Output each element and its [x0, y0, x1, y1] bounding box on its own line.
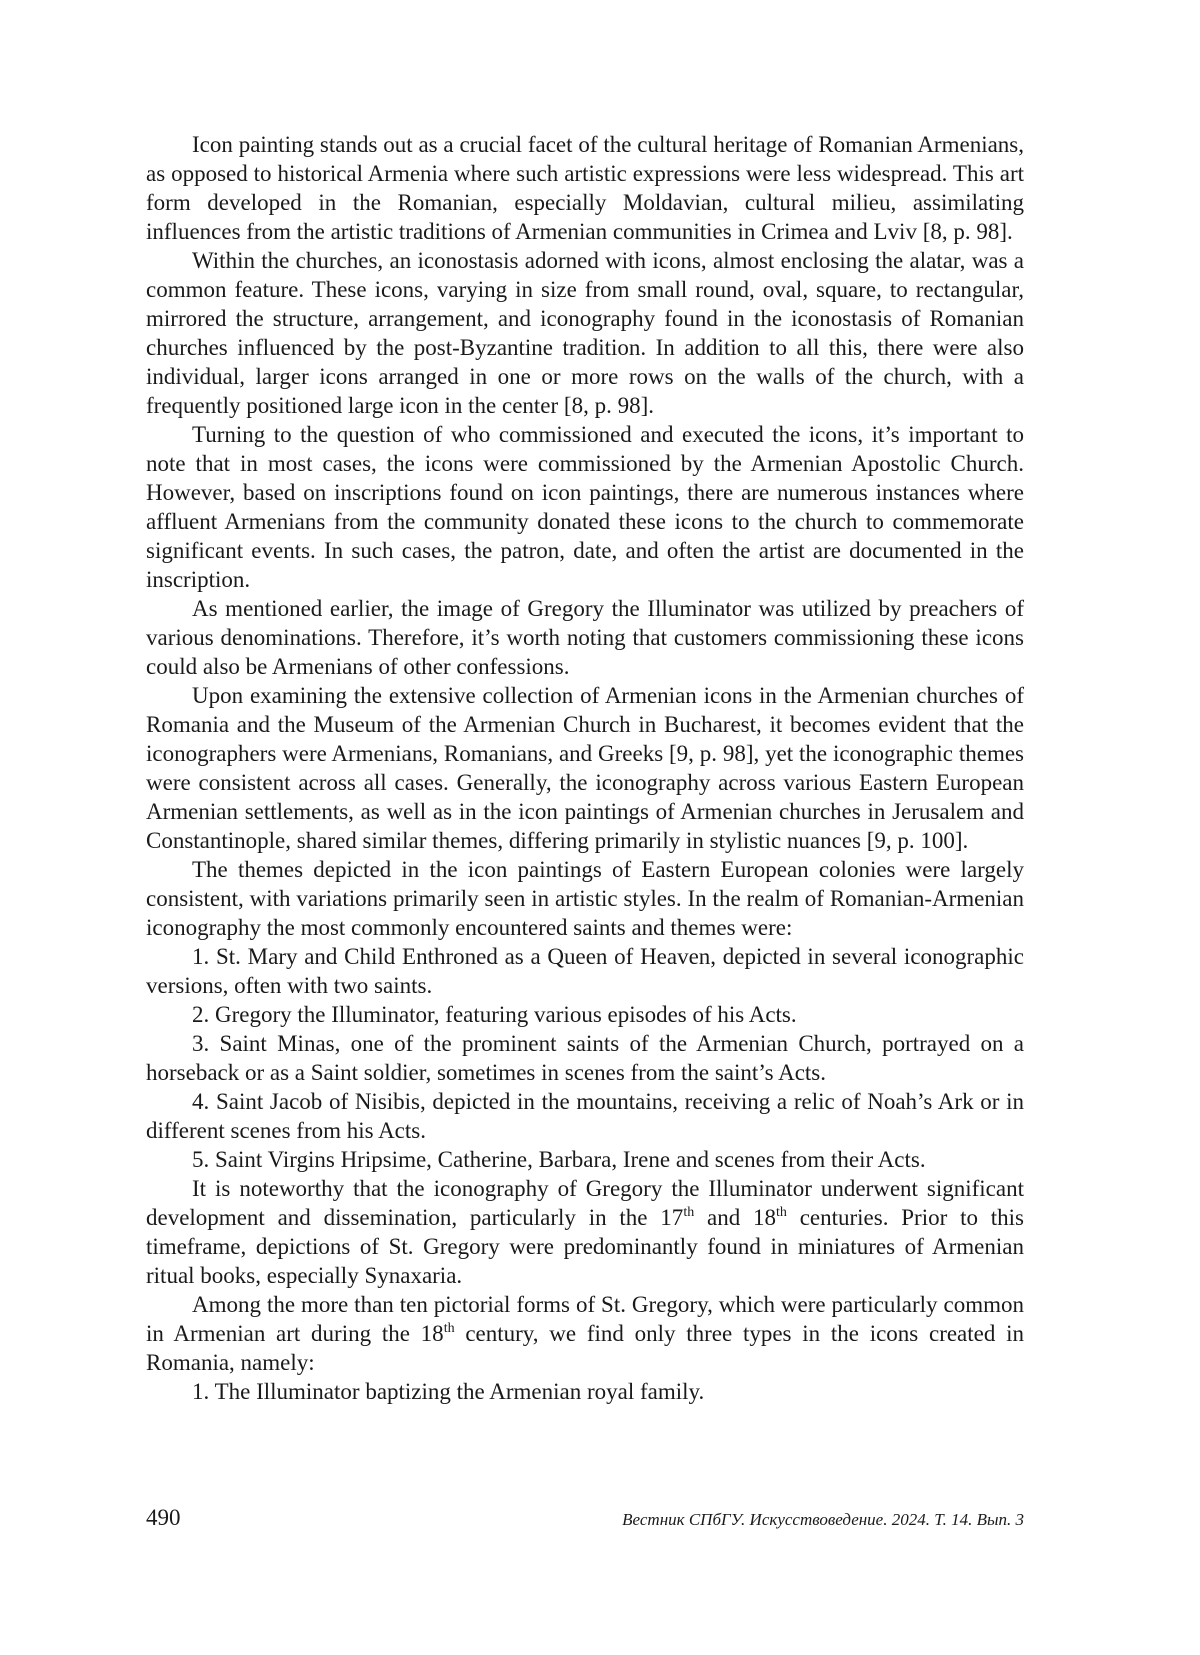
- journal-running-footer: Вестник СПбГУ. Искусствоведение. 2024. Т. 14. Вып. 3: [622, 1510, 1024, 1529]
- paragraph-development: [146, 1174, 1024, 1290]
- list-item: 1. St. Mary and Child Enthroned as a Queen of Heaven, depicted in several iconographic versions, often with two saints.: [146, 944, 1024, 998]
- text-run: It is noteworthy that the iconography of Gregory the Illuminator underwent significant development and dissemination, particularly in the 17: [146, 1176, 1024, 1230]
- page-footer: [146, 1505, 1024, 1531]
- list-item: 3. Saint Minas, one of the prominent saints of the Armenian Church, portrayed on a horseback or as a Saint soldier, sometimes in scenes from the saint’s Acts.: [146, 1031, 1024, 1085]
- superscript: th: [776, 1205, 787, 1220]
- paragraph-iconographers: Upon examining the extensive collection of Armenian icons in the Armenian churches of Romania and the Museum of the Armenian Church in Bucharest, it becomes evident that the iconographers were Armenians, Romanians, and Greeks [9, p. 98], yet the iconographic themes were consistent across all cases. Generally, the iconography across various Eastern European Armenian settlements, as well as in the icon paintings of Armenian churches in Jerusalem and Constantinople, shared similar themes, differing primarily in stylistic nuances [9, p. 100].: [146, 683, 1024, 853]
- paragraph-icon-painting: Icon painting stands out as a crucial facet of the cultural heritage of Romanian Armenians, as opposed to historical Armenia where such artistic expressions were less widespread. This art form developed in the Romanian, especially Moldavian, cultural milieu, assimilating influences from the artistic traditions of Armenian communities in Crimea and Lviv [8, p. 98].: [146, 132, 1024, 244]
- list-item: 5. Saint Virgins Hripsime, Catherine, Barbara, Irene and scenes from their Acts.: [192, 1147, 926, 1172]
- paragraph-themes-intro: The themes depicted in the icon paintings of Eastern European colonies were largely consistent, with variations primarily seen in artistic styles. In the realm of Romanian-Armenian iconography the most commonly encountered saints and themes were:: [146, 857, 1024, 940]
- superscript: th: [443, 1321, 455, 1336]
- paragraph-denominations: As mentioned earlier, the image of Gregory the Illuminator was utilized by preachers of various denominations. Therefore, it’s worth noting that customers commissioning these icons could also be Armenians of other confessions.: [146, 596, 1024, 679]
- text-run: and 18: [694, 1205, 777, 1230]
- list-item: 4. Saint Jacob of Nisibis, depicted in the mountains, receiving a relic of Noah’s Ark or in different scenes from his Acts.: [146, 1089, 1024, 1143]
- paragraph-pictorial-forms: [146, 1290, 1024, 1377]
- body-text: [146, 130, 1024, 1406]
- page-number: 490: [146, 1505, 181, 1530]
- list-item: 2. Gregory the Illuminator, featuring various episodes of his Acts.: [192, 1002, 797, 1027]
- superscript: th: [683, 1205, 695, 1220]
- text-run: centuries. Prior to this timeframe, depictions of St. Gregory were predominantly found in miniatures of Armenian ritual books, especially Synaxaria.: [146, 1205, 1024, 1288]
- paragraph-commissioning: Turning to the question of who commissioned and executed the icons, it’s important to note that in most cases, the icons were commissioned by the Armenian Apostolic Church. However, based on inscriptions found on icon paintings, there are numerous instances where affluent Armenians from the community donated these icons to the church to commemorate significant events. In such cases, the patron, date, and often the artist are documented in the inscription.: [146, 422, 1024, 592]
- list-item: 1. The Illuminator baptizing the Armenian royal family.: [192, 1379, 705, 1404]
- text-run: century, we find only three types in the icons created in Romania, namely:: [146, 1321, 1024, 1375]
- paragraph-iconostasis: Within the churches, an iconostasis adorned with icons, almost enclosing the alatar, was a common feature. These icons, varying in size from small round, oval, square, to rectangular, mirrored the structure, arrangement, and iconography found in the iconostasis of Romanian churches influenced by the post-Byzantine tradition. In addition to all this, there were also individual, larger icons arranged in one or more rows on the walls of the church, with a frequently positioned large icon in the center [8, p. 98].: [146, 248, 1024, 418]
- text-run: Among the more than ten pictorial forms of St. Gregory, which were particularly common in Armenian art during the 18: [146, 1292, 1024, 1346]
